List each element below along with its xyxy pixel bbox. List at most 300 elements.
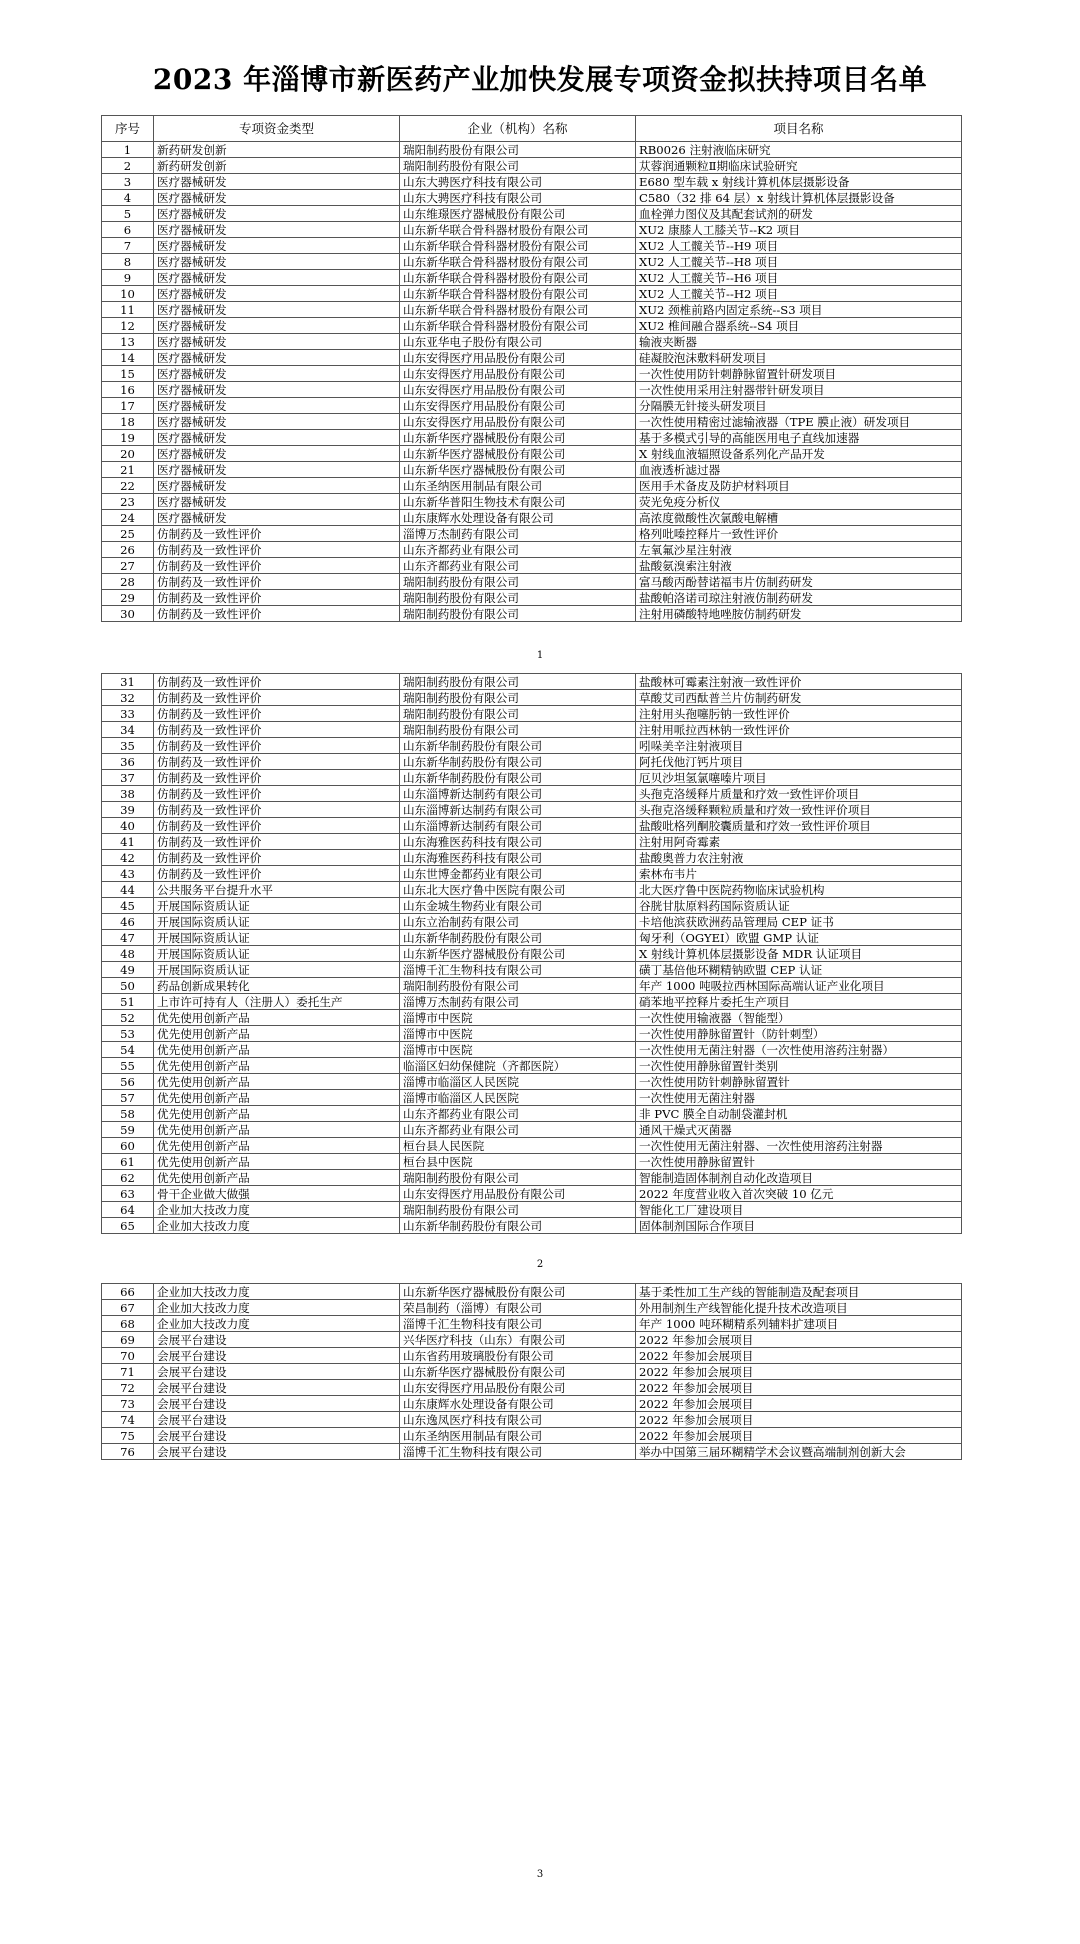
cell-fund-type: 仿制药及一致性评价 xyxy=(154,690,400,706)
cell-fund-type: 医疗器械研发 xyxy=(154,430,400,446)
cell-serial-number: 19 xyxy=(102,430,154,446)
cell-serial-number: 30 xyxy=(102,606,154,622)
cell-fund-type: 优先使用创新产品 xyxy=(154,1106,400,1122)
cell-fund-type: 医疗器械研发 xyxy=(154,350,400,366)
cell-fund-type: 医疗器械研发 xyxy=(154,510,400,526)
document-title: 2023 年淄博市新医药产业加快发展专项资金拟扶持项目名单 xyxy=(152,63,928,96)
table-row xyxy=(102,1444,962,1460)
cell-serial-number: 44 xyxy=(102,882,154,898)
cell-project-name: 阿托伐他汀钙片项目 xyxy=(636,754,962,770)
cell-enterprise-name: 山东安得医疗用品股份有限公司 xyxy=(400,366,636,382)
cell-serial-number: 48 xyxy=(102,946,154,962)
table-row xyxy=(102,590,962,606)
header-project-name: 项目名称 xyxy=(636,116,962,142)
cell-serial-number: 70 xyxy=(102,1348,154,1364)
cell-enterprise-name: 淄博千汇生物科技有限公司 xyxy=(400,1444,636,1460)
cell-enterprise-name: 淄博市临淄区人民医院 xyxy=(400,1090,636,1106)
cell-serial-number: 67 xyxy=(102,1300,154,1316)
cell-serial-number: 32 xyxy=(102,690,154,706)
cell-project-name: 高浓度微酸性次氯酸电解槽 xyxy=(636,510,962,526)
cell-enterprise-name: 山东逸凤医疗科技有限公司 xyxy=(400,1412,636,1428)
cell-serial-number: 17 xyxy=(102,398,154,414)
table-row xyxy=(102,318,962,334)
cell-project-name: 一次性使用静脉留置针类别 xyxy=(636,1058,962,1074)
table-row xyxy=(102,174,962,190)
table-row xyxy=(102,190,962,206)
cell-project-name: 磺丁基倍他环糊精钠欧盟 CEP 认证 xyxy=(636,962,962,978)
cell-fund-type: 会展平台建设 xyxy=(154,1364,400,1380)
cell-project-name: E680 型车载 x 射线计算机体层摄影设备 xyxy=(636,174,962,190)
cell-fund-type: 优先使用创新产品 xyxy=(154,1026,400,1042)
table-row xyxy=(102,1026,962,1042)
cell-enterprise-name: 山东新华医疗器械股份有限公司 xyxy=(400,430,636,446)
cell-enterprise-name: 山东新华医疗器械股份有限公司 xyxy=(400,462,636,478)
cell-serial-number: 60 xyxy=(102,1138,154,1154)
cell-enterprise-name: 山东大骋医疗科技有限公司 xyxy=(400,190,636,206)
cell-project-name: RB0026 注射液临床研究 xyxy=(636,142,962,158)
table-row xyxy=(102,510,962,526)
cell-serial-number: 9 xyxy=(102,270,154,286)
cell-project-name: XU2 颈椎前路内固定系统--S3 项目 xyxy=(636,302,962,318)
cell-serial-number: 71 xyxy=(102,1364,154,1380)
cell-fund-type: 仿制药及一致性评价 xyxy=(154,818,400,834)
cell-project-name: 2022 年参加会展项目 xyxy=(636,1396,962,1412)
cell-enterprise-name: 山东圣纳医用制品有限公司 xyxy=(400,1428,636,1444)
table-row xyxy=(102,1428,962,1444)
cell-fund-type: 新药研发创新 xyxy=(154,158,400,174)
cell-enterprise-name: 山东安得医疗用品股份有限公司 xyxy=(400,350,636,366)
project-table-page-1 xyxy=(101,115,962,622)
cell-enterprise-name: 山东金城生物药业有限公司 xyxy=(400,898,636,914)
cell-project-name: 草酸艾司西酞普兰片仿制药研发 xyxy=(636,690,962,706)
table-row xyxy=(102,254,962,270)
cell-project-name: 注射用头孢噻肟钠一致性评价 xyxy=(636,706,962,722)
table-row xyxy=(102,270,962,286)
cell-project-name: 北大医疗鲁中医院药物临床试验机构 xyxy=(636,882,962,898)
cell-project-name: X 射线血液辐照设备系列化产品开发 xyxy=(636,446,962,462)
cell-serial-number: 66 xyxy=(102,1284,154,1300)
cell-serial-number: 40 xyxy=(102,818,154,834)
cell-fund-type: 优先使用创新产品 xyxy=(154,1074,400,1090)
cell-enterprise-name: 山东淄博新达制药有限公司 xyxy=(400,786,636,802)
cell-project-name: 输液夹断器 xyxy=(636,334,962,350)
cell-enterprise-name: 山东安得医疗用品股份有限公司 xyxy=(400,382,636,398)
cell-enterprise-name: 山东圣纳医用制品有限公司 xyxy=(400,478,636,494)
cell-fund-type: 上市许可持有人（注册人）委托生产 xyxy=(154,994,400,1010)
table-row xyxy=(102,770,962,786)
cell-project-name: 医用手术备皮及防护材料项目 xyxy=(636,478,962,494)
cell-project-name: 一次性使用防针刺静脉留置针 xyxy=(636,1074,962,1090)
cell-enterprise-name: 山东新华联合骨科器材股份有限公司 xyxy=(400,254,636,270)
cell-fund-type: 会展平台建设 xyxy=(154,1348,400,1364)
cell-enterprise-name: 瑞阳制药股份有限公司 xyxy=(400,1202,636,1218)
cell-project-name: 盐酸氨溴索注射液 xyxy=(636,558,962,574)
page-number: 2 xyxy=(536,1259,544,1270)
cell-serial-number: 3 xyxy=(102,174,154,190)
cell-enterprise-name: 山东新华联合骨科器材股份有限公司 xyxy=(400,286,636,302)
cell-project-name: 一次性使用采用注射器带针研发项目 xyxy=(636,382,962,398)
cell-enterprise-name: 山东立治制药有限公司 xyxy=(400,914,636,930)
table-row xyxy=(102,398,962,414)
cell-project-name: 注射用磷酸特地唑胺仿制药研发 xyxy=(636,606,962,622)
table-row xyxy=(102,1380,962,1396)
cell-enterprise-name: 山东新华制药股份有限公司 xyxy=(400,770,636,786)
cell-project-name: 举办中国第三届环糊精学术会议暨高端制剂创新大会 xyxy=(636,1444,962,1460)
table-row xyxy=(102,1058,962,1074)
cell-serial-number: 35 xyxy=(102,738,154,754)
table-row xyxy=(102,1348,962,1364)
cell-fund-type: 企业加大技改力度 xyxy=(154,1284,400,1300)
cell-serial-number: 23 xyxy=(102,494,154,510)
cell-serial-number: 18 xyxy=(102,414,154,430)
cell-fund-type: 新药研发创新 xyxy=(154,142,400,158)
project-table-page-3 xyxy=(101,1283,962,1460)
cell-fund-type: 开展国际资质认证 xyxy=(154,962,400,978)
table-row xyxy=(102,462,962,478)
cell-fund-type: 优先使用创新产品 xyxy=(154,1170,400,1186)
cell-enterprise-name: 山东新华制药股份有限公司 xyxy=(400,754,636,770)
cell-enterprise-name: 荣昌制药（淄博）有限公司 xyxy=(400,1300,636,1316)
cell-project-name: 吲哚美辛注射液项目 xyxy=(636,738,962,754)
table-row xyxy=(102,1284,962,1300)
cell-project-name: 分隔膜无针接头研发项目 xyxy=(636,398,962,414)
cell-enterprise-name: 桓台县人民医院 xyxy=(400,1138,636,1154)
cell-serial-number: 42 xyxy=(102,850,154,866)
cell-enterprise-name: 山东新华联合骨科器材股份有限公司 xyxy=(400,238,636,254)
cell-serial-number: 57 xyxy=(102,1090,154,1106)
table-row xyxy=(102,350,962,366)
table-row xyxy=(102,446,962,462)
cell-serial-number: 69 xyxy=(102,1332,154,1348)
cell-serial-number: 45 xyxy=(102,898,154,914)
cell-project-name: 智能制造固体制剂自动化改造项目 xyxy=(636,1170,962,1186)
cell-serial-number: 7 xyxy=(102,238,154,254)
cell-serial-number: 55 xyxy=(102,1058,154,1074)
cell-project-name: 一次性使用无菌注射器、一次性使用溶药注射器 xyxy=(636,1138,962,1154)
cell-serial-number: 73 xyxy=(102,1396,154,1412)
cell-project-name: 格列吡嗪控释片一致性评价 xyxy=(636,526,962,542)
cell-serial-number: 62 xyxy=(102,1170,154,1186)
cell-project-name: 头孢克洛缓释片质量和疗效一致性评价项目 xyxy=(636,786,962,802)
table-row xyxy=(102,414,962,430)
cell-fund-type: 优先使用创新产品 xyxy=(154,1058,400,1074)
header-serial-number: 序号 xyxy=(102,116,154,142)
cell-fund-type: 仿制药及一致性评价 xyxy=(154,574,400,590)
cell-serial-number: 72 xyxy=(102,1380,154,1396)
cell-project-name: XU2 椎间融合器系统--S4 项目 xyxy=(636,318,962,334)
cell-serial-number: 6 xyxy=(102,222,154,238)
cell-fund-type: 会展平台建设 xyxy=(154,1412,400,1428)
cell-serial-number: 8 xyxy=(102,254,154,270)
cell-enterprise-name: 桓台县中医院 xyxy=(400,1154,636,1170)
cell-enterprise-name: 山东新华医疗器械股份有限公司 xyxy=(400,1364,636,1380)
cell-fund-type: 开展国际资质认证 xyxy=(154,946,400,962)
cell-serial-number: 27 xyxy=(102,558,154,574)
cell-serial-number: 54 xyxy=(102,1042,154,1058)
cell-enterprise-name: 瑞阳制药股份有限公司 xyxy=(400,590,636,606)
table-row xyxy=(102,1106,962,1122)
table-row xyxy=(102,1202,962,1218)
cell-fund-type: 仿制药及一致性评价 xyxy=(154,738,400,754)
cell-serial-number: 36 xyxy=(102,754,154,770)
cell-fund-type: 仿制药及一致性评价 xyxy=(154,542,400,558)
table-row xyxy=(102,1186,962,1202)
header-enterprise-name: 企业（机构）名称 xyxy=(400,116,636,142)
cell-serial-number: 28 xyxy=(102,574,154,590)
cell-serial-number: 49 xyxy=(102,962,154,978)
cell-serial-number: 51 xyxy=(102,994,154,1010)
cell-project-name: 非 PVC 膜全自动制袋灌封机 xyxy=(636,1106,962,1122)
cell-enterprise-name: 山东亚华电子股份有限公司 xyxy=(400,334,636,350)
cell-fund-type: 优先使用创新产品 xyxy=(154,1042,400,1058)
cell-fund-type: 优先使用创新产品 xyxy=(154,1010,400,1026)
cell-enterprise-name: 山东安得医疗用品股份有限公司 xyxy=(400,1380,636,1396)
cell-enterprise-name: 淄博市临淄区人民医院 xyxy=(400,1074,636,1090)
table-row xyxy=(102,206,962,222)
table-row xyxy=(102,286,962,302)
table-row xyxy=(102,158,962,174)
table-row xyxy=(102,674,962,690)
table-row xyxy=(102,494,962,510)
cell-enterprise-name: 山东齐都药业有限公司 xyxy=(400,558,636,574)
cell-project-name: 血栓弹力图仪及其配套试剂的研发 xyxy=(636,206,962,222)
table-row xyxy=(102,786,962,802)
cell-project-name: 一次性使用静脉留置针 xyxy=(636,1154,962,1170)
cell-project-name: 年产 1000 吨环糊精系列辅料扩建项目 xyxy=(636,1316,962,1332)
cell-fund-type: 仿制药及一致性评价 xyxy=(154,674,400,690)
cell-enterprise-name: 山东新华医疗器械股份有限公司 xyxy=(400,446,636,462)
cell-fund-type: 会展平台建设 xyxy=(154,1444,400,1460)
header-fund-type: 专项资金类型 xyxy=(154,116,400,142)
cell-serial-number: 20 xyxy=(102,446,154,462)
cell-project-name: 2022 年参加会展项目 xyxy=(636,1348,962,1364)
cell-project-name: 2022 年参加会展项目 xyxy=(636,1428,962,1444)
cell-serial-number: 61 xyxy=(102,1154,154,1170)
cell-project-name: 基于多模式引导的高能医用电子直线加速器 xyxy=(636,430,962,446)
cell-project-name: 盐酸帕洛诺司琼注射液仿制药研发 xyxy=(636,590,962,606)
table-row xyxy=(102,898,962,914)
cell-serial-number: 68 xyxy=(102,1316,154,1332)
cell-serial-number: 22 xyxy=(102,478,154,494)
cell-fund-type: 仿制药及一致性评价 xyxy=(154,770,400,786)
cell-project-name: 盐酸奥普力农注射液 xyxy=(636,850,962,866)
table-row xyxy=(102,334,962,350)
cell-project-name: 注射用阿奇霉素 xyxy=(636,834,962,850)
cell-project-name: XU2 人工髋关节--H6 项目 xyxy=(636,270,962,286)
cell-project-name: 卡培他滨获欧洲药品管理局 CEP 证书 xyxy=(636,914,962,930)
cell-fund-type: 仿制药及一致性评价 xyxy=(154,606,400,622)
cell-serial-number: 37 xyxy=(102,770,154,786)
cell-serial-number: 15 xyxy=(102,366,154,382)
cell-serial-number: 12 xyxy=(102,318,154,334)
cell-fund-type: 会展平台建设 xyxy=(154,1380,400,1396)
table-row xyxy=(102,574,962,590)
cell-enterprise-name: 山东康辉水处理设备有限公司 xyxy=(400,1396,636,1412)
table-row xyxy=(102,882,962,898)
cell-fund-type: 企业加大技改力度 xyxy=(154,1202,400,1218)
cell-serial-number: 25 xyxy=(102,526,154,542)
cell-fund-type: 医疗器械研发 xyxy=(154,382,400,398)
cell-enterprise-name: 山东齐都药业有限公司 xyxy=(400,542,636,558)
cell-fund-type: 仿制药及一致性评价 xyxy=(154,754,400,770)
cell-project-name: 盐酸林可霉素注射液一致性评价 xyxy=(636,674,962,690)
cell-fund-type: 仿制药及一致性评价 xyxy=(154,722,400,738)
cell-serial-number: 58 xyxy=(102,1106,154,1122)
table-row xyxy=(102,302,962,318)
cell-enterprise-name: 瑞阳制药股份有限公司 xyxy=(400,690,636,706)
cell-fund-type: 企业加大技改力度 xyxy=(154,1218,400,1234)
cell-enterprise-name: 山东海雅医药科技有限公司 xyxy=(400,834,636,850)
table-row xyxy=(102,478,962,494)
table-row xyxy=(102,1332,962,1348)
table-row xyxy=(102,1396,962,1412)
cell-fund-type: 仿制药及一致性评价 xyxy=(154,590,400,606)
cell-project-name: 2022 年度营业收入首次突破 10 亿元 xyxy=(636,1186,962,1202)
table-row xyxy=(102,382,962,398)
table-row xyxy=(102,850,962,866)
cell-fund-type: 医疗器械研发 xyxy=(154,270,400,286)
cell-project-name: 一次性使用无菌注射器 xyxy=(636,1090,962,1106)
cell-enterprise-name: 淄博千汇生物科技有限公司 xyxy=(400,1316,636,1332)
cell-fund-type: 医疗器械研发 xyxy=(154,190,400,206)
cell-enterprise-name: 山东安得医疗用品股份有限公司 xyxy=(400,414,636,430)
cell-enterprise-name: 山东齐都药业有限公司 xyxy=(400,1106,636,1122)
table-row xyxy=(102,834,962,850)
cell-serial-number: 39 xyxy=(102,802,154,818)
cell-fund-type: 医疗器械研发 xyxy=(154,238,400,254)
cell-serial-number: 31 xyxy=(102,674,154,690)
cell-fund-type: 开展国际资质认证 xyxy=(154,898,400,914)
cell-fund-type: 医疗器械研发 xyxy=(154,398,400,414)
cell-serial-number: 52 xyxy=(102,1010,154,1026)
cell-enterprise-name: 瑞阳制药股份有限公司 xyxy=(400,1170,636,1186)
cell-serial-number: 29 xyxy=(102,590,154,606)
cell-serial-number: 53 xyxy=(102,1026,154,1042)
cell-enterprise-name: 山东维璟医疗器械股份有限公司 xyxy=(400,206,636,222)
cell-enterprise-name: 山东淄博新达制药有限公司 xyxy=(400,818,636,834)
table-row xyxy=(102,1154,962,1170)
cell-fund-type: 医疗器械研发 xyxy=(154,478,400,494)
cell-fund-type: 开展国际资质认证 xyxy=(154,930,400,946)
cell-fund-type: 开展国际资质认证 xyxy=(154,914,400,930)
cell-project-name: 一次性使用输液器（智能型） xyxy=(636,1010,962,1026)
cell-enterprise-name: 山东新华医疗器械股份有限公司 xyxy=(400,946,636,962)
cell-enterprise-name: 山东新华联合骨科器材股份有限公司 xyxy=(400,222,636,238)
cell-enterprise-name: 山东安得医疗用品股份有限公司 xyxy=(400,1186,636,1202)
cell-project-name: 一次性使用防针刺静脉留置针研发项目 xyxy=(636,366,962,382)
cell-enterprise-name: 山东北大医疗鲁中医院有限公司 xyxy=(400,882,636,898)
table-row xyxy=(102,802,962,818)
cell-project-name: 谷胱甘肽原料药国际资质认证 xyxy=(636,898,962,914)
cell-enterprise-name: 山东海雅医药科技有限公司 xyxy=(400,850,636,866)
cell-project-name: 2022 年参加会展项目 xyxy=(636,1412,962,1428)
page-number: 1 xyxy=(536,650,544,661)
cell-serial-number: 16 xyxy=(102,382,154,398)
cell-project-name: 头孢克洛缓释颗粒质量和疗效一致性评价项目 xyxy=(636,802,962,818)
cell-fund-type: 医疗器械研发 xyxy=(154,334,400,350)
cell-enterprise-name: 瑞阳制药股份有限公司 xyxy=(400,574,636,590)
table-row xyxy=(102,238,962,254)
cell-serial-number: 41 xyxy=(102,834,154,850)
cell-fund-type: 医疗器械研发 xyxy=(154,462,400,478)
table-row xyxy=(102,526,962,542)
cell-fund-type: 医疗器械研发 xyxy=(154,366,400,382)
cell-project-name: 一次性使用精密过滤输液器（TPE 膜止液）研发项目 xyxy=(636,414,962,430)
cell-enterprise-name: 淄博千汇生物科技有限公司 xyxy=(400,962,636,978)
cell-serial-number: 38 xyxy=(102,786,154,802)
cell-project-name: 年产 1000 吨吸拉西林国际高端认证产业化项目 xyxy=(636,978,962,994)
cell-serial-number: 75 xyxy=(102,1428,154,1444)
cell-fund-type: 仿制药及一致性评价 xyxy=(154,866,400,882)
cell-serial-number: 4 xyxy=(102,190,154,206)
cell-fund-type: 医疗器械研发 xyxy=(154,254,400,270)
cell-enterprise-name: 淄博市中医院 xyxy=(400,1010,636,1026)
table-row xyxy=(102,978,962,994)
table-row xyxy=(102,222,962,238)
cell-fund-type: 医疗器械研发 xyxy=(154,302,400,318)
cell-project-name: 注射用哌拉西林钠一致性评价 xyxy=(636,722,962,738)
cell-enterprise-name: 山东齐都药业有限公司 xyxy=(400,1122,636,1138)
table-row xyxy=(102,1042,962,1058)
table-row xyxy=(102,606,962,622)
cell-fund-type: 优先使用创新产品 xyxy=(154,1154,400,1170)
cell-serial-number: 64 xyxy=(102,1202,154,1218)
table-row xyxy=(102,722,962,738)
cell-fund-type: 公共服务平台提升水平 xyxy=(154,882,400,898)
table-row xyxy=(102,818,962,834)
cell-project-name: 盐酸吡格列酮胶囊质量和疗效一致性评价项目 xyxy=(636,818,962,834)
cell-serial-number: 56 xyxy=(102,1074,154,1090)
cell-fund-type: 会展平台建设 xyxy=(154,1396,400,1412)
cell-project-name: 厄贝沙坦氢氯噻嗪片项目 xyxy=(636,770,962,786)
cell-serial-number: 47 xyxy=(102,930,154,946)
cell-enterprise-name: 山东新华联合骨科器材股份有限公司 xyxy=(400,270,636,286)
table-header-row xyxy=(102,116,962,142)
cell-fund-type: 仿制药及一致性评价 xyxy=(154,558,400,574)
cell-project-name: 荧光免疫分析仪 xyxy=(636,494,962,510)
cell-enterprise-name: 瑞阳制药股份有限公司 xyxy=(400,606,636,622)
cell-project-name: 通风干燥式灭菌器 xyxy=(636,1122,962,1138)
cell-enterprise-name: 山东新华制药股份有限公司 xyxy=(400,738,636,754)
cell-project-name: 2022 年参加会展项目 xyxy=(636,1380,962,1396)
cell-fund-type: 医疗器械研发 xyxy=(154,286,400,302)
cell-enterprise-name: 山东新华联合骨科器材股份有限公司 xyxy=(400,318,636,334)
table-row xyxy=(102,1218,962,1234)
cell-fund-type: 企业加大技改力度 xyxy=(154,1316,400,1332)
table-row xyxy=(102,1090,962,1106)
cell-project-name: 匈牙利（OGYEI）欧盟 GMP 认证 xyxy=(636,930,962,946)
page-number: 3 xyxy=(536,1869,544,1880)
cell-project-name: 左氧氟沙星注射液 xyxy=(636,542,962,558)
cell-fund-type: 仿制药及一致性评价 xyxy=(154,834,400,850)
cell-fund-type: 会展平台建设 xyxy=(154,1332,400,1348)
cell-project-name: 2022 年参加会展项目 xyxy=(636,1364,962,1380)
cell-enterprise-name: 山东安得医疗用品股份有限公司 xyxy=(400,398,636,414)
cell-serial-number: 59 xyxy=(102,1122,154,1138)
cell-project-name: XU2 人工髋关节--H8 项目 xyxy=(636,254,962,270)
cell-serial-number: 65 xyxy=(102,1218,154,1234)
cell-fund-type: 仿制药及一致性评价 xyxy=(154,802,400,818)
cell-project-name: 硝苯地平控释片委托生产项目 xyxy=(636,994,962,1010)
cell-serial-number: 33 xyxy=(102,706,154,722)
table-row xyxy=(102,1412,962,1428)
cell-serial-number: 5 xyxy=(102,206,154,222)
table-row xyxy=(102,706,962,722)
cell-project-name: 血液透析滤过器 xyxy=(636,462,962,478)
cell-project-name: 一次性使用静脉留置针（防针刺型） xyxy=(636,1026,962,1042)
table-row xyxy=(102,366,962,382)
cell-fund-type: 会展平台建设 xyxy=(154,1428,400,1444)
